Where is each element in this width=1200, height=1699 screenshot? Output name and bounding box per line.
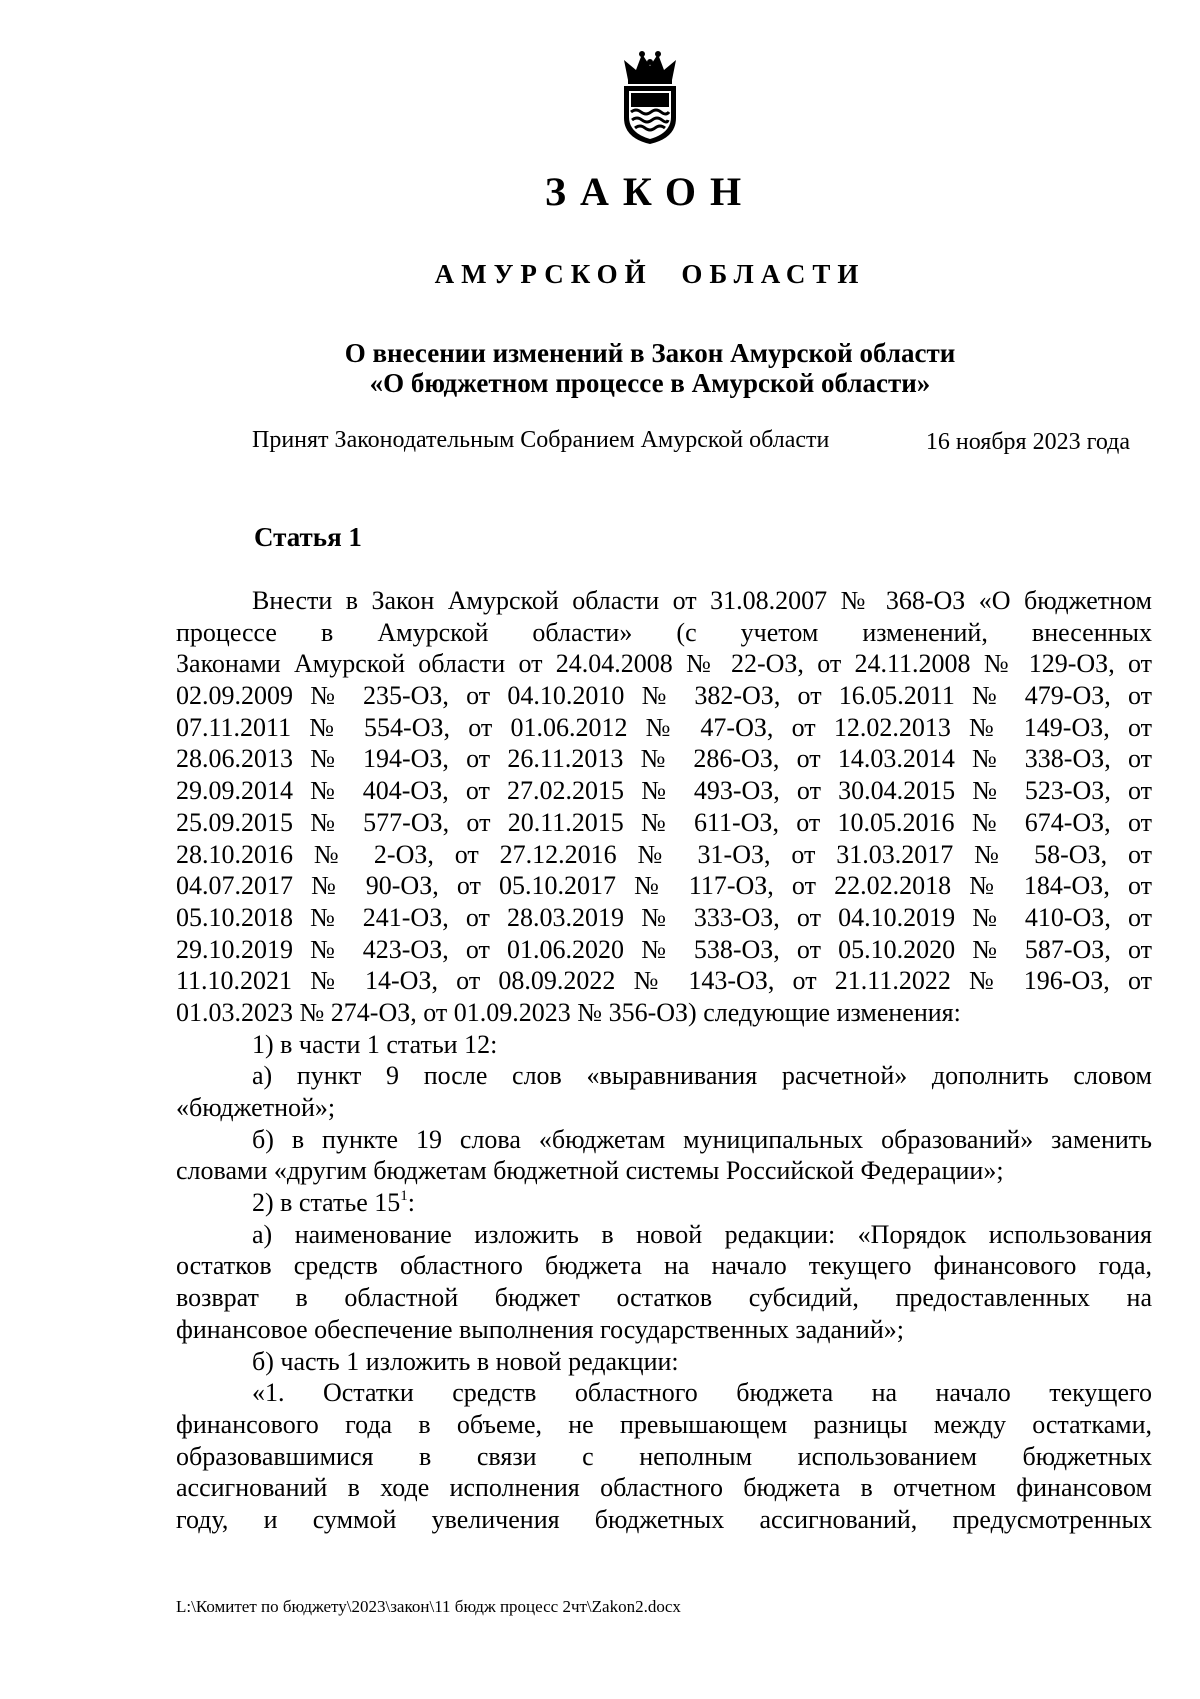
- adoption-date: 16 ноября 2023 года: [925, 429, 1130, 455]
- file-path-footer: L:\Комитет по бюджету\2023\закон\11 бюдж процесс 2чт\Zakon2.docx: [176, 1597, 681, 1616]
- text-line: 05.10.2018 № 241-ОЗ, от 28.03.2019 № 333-ОЗ, от 04.10.2019 № 410-ОЗ, от: [176, 902, 1152, 932]
- text-line: процессе в Амурской области» (с учетом изменений, внесенных: [176, 617, 1152, 647]
- text-line: а) наименование изложить в новой редакции: «Порядок использования: [252, 1219, 1152, 1249]
- text-line: остатков средств областного бюджета на начало текущего финансового года,: [176, 1251, 1152, 1281]
- text-line: 28.06.2013 № 194-ОЗ, от 26.11.2013 № 286-ОЗ, от 14.03.2014 № 338-ОЗ, от: [176, 744, 1152, 774]
- superscript: 1: [400, 1188, 408, 1205]
- law-heading: ЗАКОН: [544, 169, 756, 214]
- text-line: «1. Остатки средств областного бюджета на начало текущего: [252, 1378, 1152, 1408]
- law-title: [0, 338, 1200, 398]
- law-title-line-1: О внесении изменений в Закон Амурской области: [344, 338, 956, 368]
- region-word-amurskoy: АМУРСКОЙ: [434, 259, 653, 289]
- text-line: возврат в областной бюджет остатков субсидий, предоставленных на: [176, 1283, 1152, 1313]
- adopted-by: Принят Законодательным Собранием Амурской области: [252, 427, 830, 453]
- colon: :: [407, 1188, 416, 1218]
- text-line: 07.11.2011 № 554-ОЗ, от 01.06.2012 № 47-ОЗ, от 12.02.2013 № 149-ОЗ, от: [176, 712, 1152, 742]
- text-line: Законами Амурской области от 24.04.2008 № 22-ОЗ, от 24.11.2008 № 129-ОЗ, от: [176, 649, 1152, 679]
- article-heading: Статья 1: [254, 522, 362, 552]
- text-line: 29.10.2019 № 423-ОЗ, от 01.06.2020 № 538-ОЗ, от 05.10.2020 № 587-ОЗ, от: [176, 934, 1152, 964]
- text-line: 1) в части 1 статьи 12:: [252, 1029, 498, 1059]
- adoption-line: [252, 425, 1130, 455]
- text-line: финансового года в объеме, не превышающем разницы между остатками,: [176, 1409, 1152, 1439]
- region-heading: [0, 258, 1200, 290]
- law-title-line-2: «О бюджетном процессе в Амурской области»: [369, 368, 931, 398]
- region-word-oblasti: ОБЛАСТИ: [681, 259, 866, 289]
- text-line: 04.07.2017 № 90-ОЗ, от 05.10.2017 № 117-ОЗ, от 22.02.2018 № 184-ОЗ, от: [176, 871, 1152, 901]
- text-line: б) в пункте 19 слова «бюджетам муниципальных образований» заменить: [252, 1124, 1152, 1154]
- text-line: [176, 1187, 1152, 1219]
- text-line: финансовое обеспечение выполнения государственных заданий»;: [176, 1314, 904, 1344]
- article-body: [176, 585, 1152, 1536]
- amur-region-coat-of-arms-icon: [614, 48, 686, 148]
- article-15-ref: 2) в статье 15: [252, 1188, 401, 1218]
- text-line: ассигнований в ходе исполнения областного бюджета в отчетном финансовом: [176, 1473, 1152, 1503]
- text-line: 11.10.2021 № 14-ОЗ, от 08.09.2022 № 143-ОЗ, от 21.11.2022 № 196-ОЗ, от: [176, 966, 1152, 996]
- text-line: 02.09.2009 № 235-ОЗ, от 04.10.2010 № 382-ОЗ, от 16.05.2011 № 479-ОЗ, от: [176, 681, 1152, 711]
- text-line: году, и суммой увеличения бюджетных ассигнований, предусмотренных: [176, 1504, 1152, 1534]
- text-line: 25.09.2015 № 577-ОЗ, от 20.11.2015 № 611-ОЗ, от 10.05.2016 № 674-ОЗ, от: [176, 807, 1152, 837]
- text-line: «бюджетной»;: [176, 1093, 336, 1122]
- text-line: 29.09.2014 № 404-ОЗ, от 27.02.2015 № 493-ОЗ, от 30.04.2015 № 523-ОЗ, от: [176, 776, 1152, 806]
- text-line: а) пункт 9 после слов «выравнивания расчетной» дополнить словом: [252, 1061, 1152, 1091]
- text-line: б) часть 1 изложить в новой редакции:: [252, 1346, 679, 1376]
- text-line: 01.03.2023 № 274-ОЗ, от 01.09.2023 № 356-ОЗ) следующие изменения:: [176, 997, 961, 1027]
- text-line: 28.10.2016 № 2-ОЗ, от 27.12.2016 № 31-ОЗ, от 31.03.2017 № 58-ОЗ, от: [176, 839, 1152, 869]
- text-line: словами «другим бюджетам бюджетной системы Российской Федерации»;: [176, 1156, 1004, 1186]
- text-line: образовавшимися в связи с неполным использованием бюджетных: [176, 1441, 1152, 1471]
- text-line: Внести в Закон Амурской области от 31.08.2007 № 368-ОЗ «О бюджетном: [252, 586, 1152, 615]
